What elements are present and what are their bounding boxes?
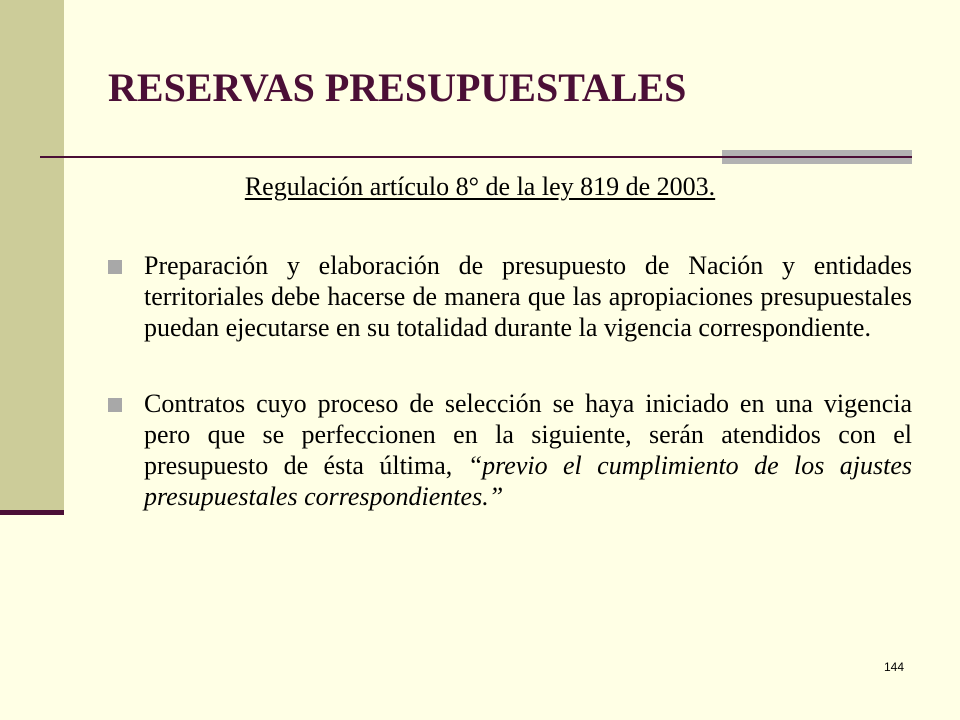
bullet-quote: “previo el cumplimiento de los ajustes presupuestales correspondientes.”	[144, 451, 912, 511]
bullet-list	[108, 250, 912, 512]
slide-subtitle: Regulación artículo 8° de la ley 819 de 2003.	[244, 172, 716, 201]
page-number: 144	[883, 660, 904, 674]
title-rule-accent-line	[722, 156, 912, 158]
bullet-text: Contratos cuyo proceso de selección se haya iniciado en una vigencia pero que se perfeccionen en la siguiente, serán atendidos con el presupuesto de ésta última,	[144, 389, 912, 480]
bullet-text: Preparación y elaboración de presupuesto de Nación y entidades territoriales debe hacerse de manera que las apropiaciones presupuestales puedan ejecutarse en su totalidad durante la vigencia correspondiente.	[144, 251, 912, 342]
bullet-item	[108, 388, 912, 512]
square-bullet-icon	[108, 260, 122, 274]
square-bullet-icon	[108, 398, 122, 412]
bullet-item	[108, 250, 912, 343]
slide-title: RESERVAS PRESUPUESTALES	[108, 65, 687, 110]
sidebar-decoration	[0, 0, 64, 512]
sidebar-underline	[0, 510, 64, 515]
